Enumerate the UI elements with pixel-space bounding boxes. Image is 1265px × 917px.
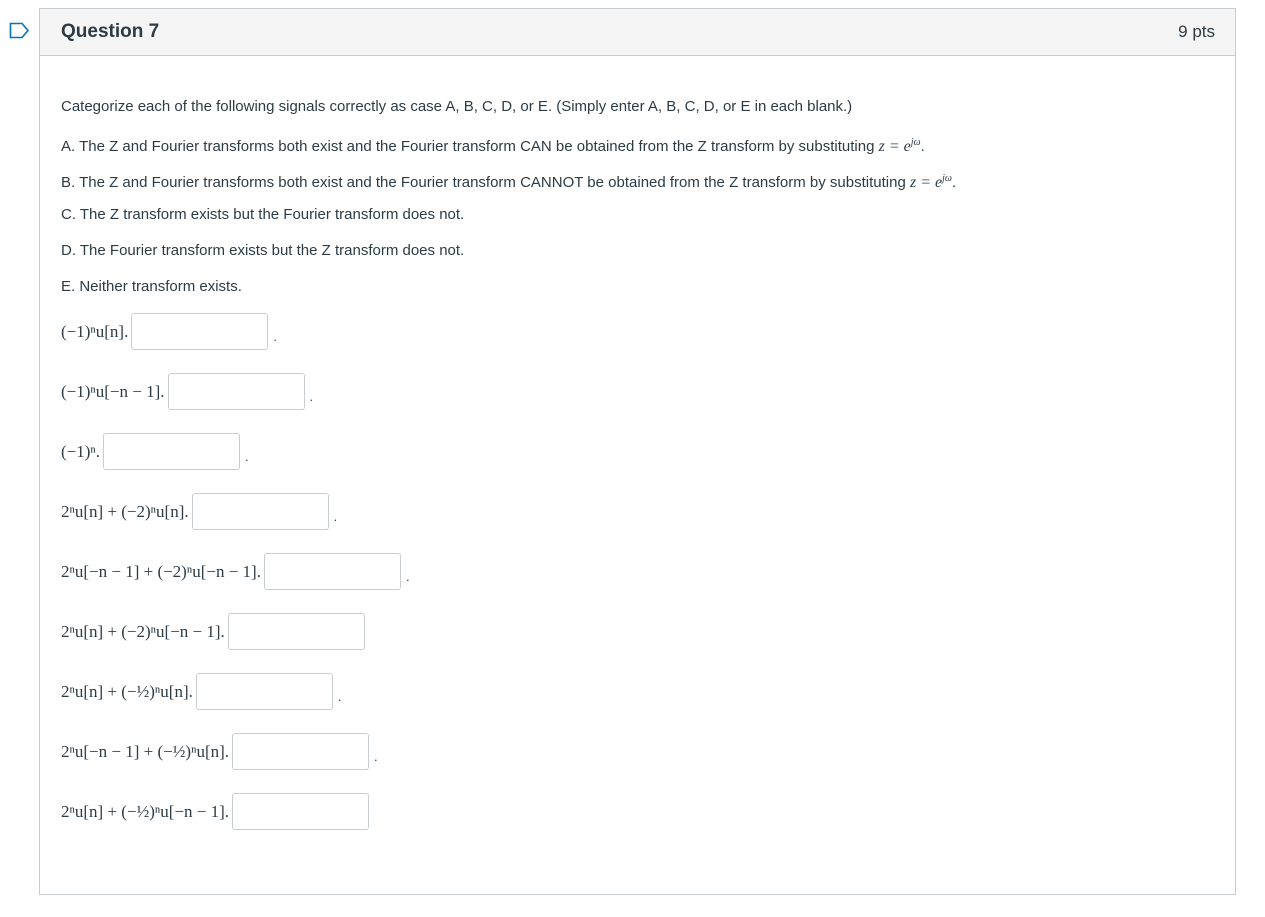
question-title: Question 7 xyxy=(61,21,160,42)
signal-row xyxy=(61,373,313,410)
answer-input[interactable] xyxy=(168,373,305,410)
signal-row xyxy=(61,313,277,350)
answer-input[interactable] xyxy=(192,493,329,530)
answer-input[interactable] xyxy=(228,613,365,650)
question-card xyxy=(39,8,1236,895)
trailing-period: . xyxy=(333,509,338,524)
signal-label: 2ⁿu[−n − 1] + (−2)ⁿu[−n − 1]. xyxy=(61,561,261,581)
substitution-expression: $z = e^{j\omega}$ xyxy=(878,137,921,155)
trailing-period: . xyxy=(374,749,378,764)
signal-label: 2ⁿu[n] + (−½)ⁿu[−n − 1]. xyxy=(61,801,230,821)
signal-label: (−1)ⁿu[−n − 1]. xyxy=(61,381,165,401)
instructions-intro: Categorize each of the following signals correctly as case A, B, C, D, or E. (Simply enter A, B, C, D, or E in each blank.) xyxy=(61,98,853,115)
signal-row xyxy=(61,553,410,590)
answer-input[interactable] xyxy=(103,433,240,470)
answer-input[interactable] xyxy=(196,673,333,710)
signal-label: 2ⁿu[n] + (−2)ⁿu[−n − 1]. xyxy=(61,621,225,641)
case-d-text: D. The Fourier transform exists but the Z transform does not. xyxy=(61,242,465,259)
signal-label: 2ⁿu[n] + (−½)ⁿu[n]. xyxy=(61,681,193,701)
answer-input[interactable] xyxy=(264,553,401,590)
answer-input[interactable] xyxy=(232,793,369,830)
case-c-text: C. The Z transform exists but the Fourier transform does not. xyxy=(61,206,465,223)
signal-label: 2ⁿu[−n − 1] + (−½)ⁿu[n]. xyxy=(61,741,230,761)
signal-label: (−1)ⁿu[n]. xyxy=(61,321,129,341)
trailing-period: . xyxy=(337,689,342,704)
trailing-period: . xyxy=(309,389,314,404)
trailing-period: . xyxy=(273,329,277,344)
question-header xyxy=(40,9,1235,56)
trailing-period: . xyxy=(245,449,249,464)
answer-input[interactable] xyxy=(131,313,268,350)
signal-row xyxy=(61,613,370,650)
trailing-period: . xyxy=(405,569,410,584)
case-a-text: A. The Z and Fourier transforms both exist and the Fourier transform CAN be obtained from the Z transform by substituting $z = e^{j\omega}$. xyxy=(61,137,925,155)
flag-question-icon[interactable] xyxy=(9,22,30,39)
signal-row xyxy=(61,493,337,530)
question-points: 9 pts xyxy=(1178,22,1215,41)
answer-input[interactable] xyxy=(232,733,369,770)
signal-row xyxy=(61,673,341,710)
signal-label: 2ⁿu[n] + (−2)ⁿu[n]. xyxy=(61,501,189,521)
signal-row xyxy=(61,433,249,470)
signal-row xyxy=(61,793,374,830)
signal-label: (−1)ⁿ. xyxy=(61,441,101,461)
substitution-expression: $z = e^{j\omega}$ xyxy=(909,173,952,191)
case-e-text: E. Neither transform exists. xyxy=(61,278,242,295)
signal-row xyxy=(61,733,378,770)
case-b-text: B. The Z and Fourier transforms both exist and the Fourier transform CANNOT be obtained from the Z transform by substituting $z = e^{j\omega}$. xyxy=(61,173,957,191)
